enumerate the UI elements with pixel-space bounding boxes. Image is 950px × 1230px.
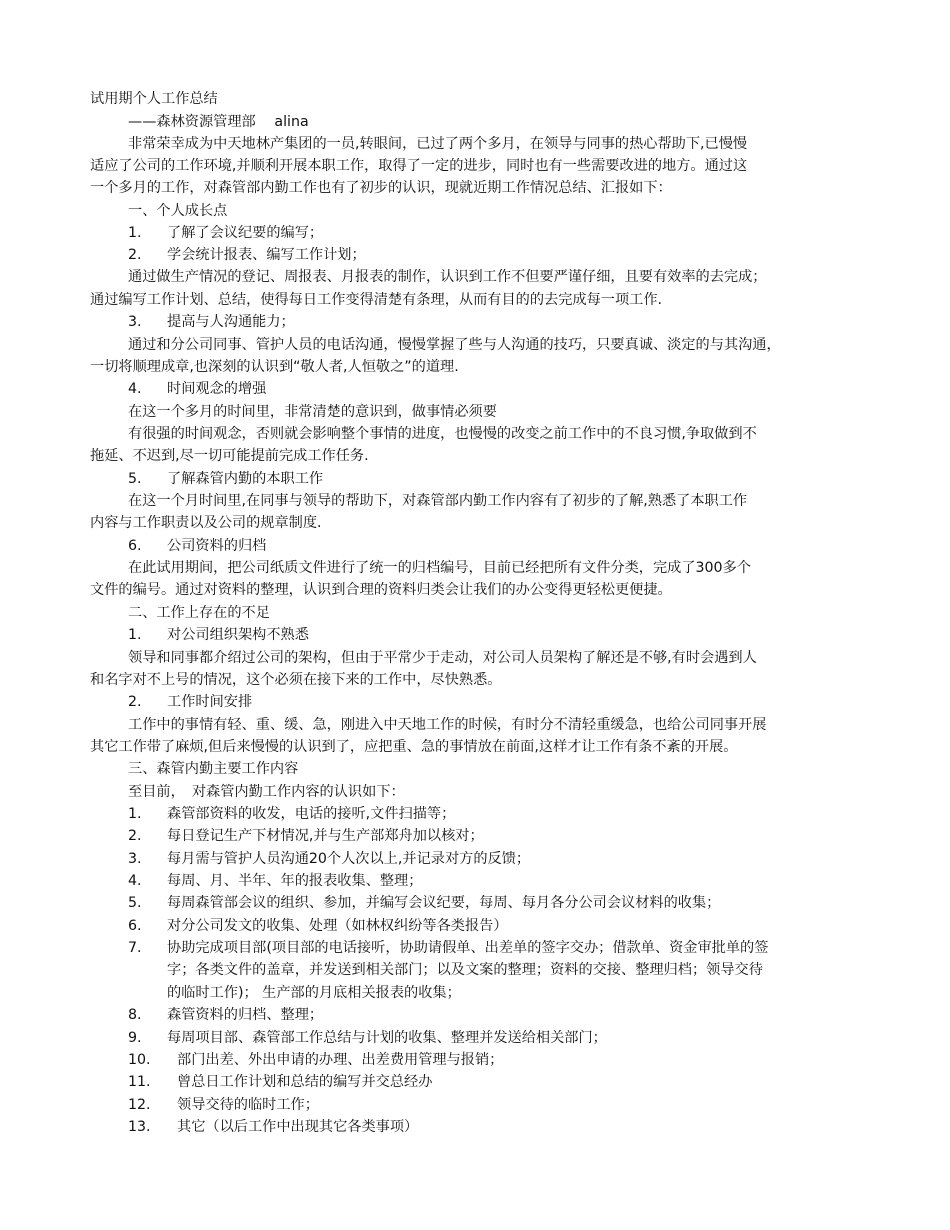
list-item-text: 了解了会议纪要的编写； [167, 225, 324, 241]
list-item-text: 对公司组织架构不熟悉 [167, 627, 309, 643]
list-item-text: 每月需与管护人员沟通20个人次以上,并记录对方的反馈； [167, 851, 531, 867]
paragraph-line: 在这一个月时间里,在同事与领导的帮助下，对森管部内勤工作内容有了初步的了解,熟悉了本职工作 [128, 493, 748, 509]
list-number: 9. [128, 1030, 142, 1046]
list-item-text: 每日登记生产下材情况,并与生产部郑舟加以核对； [167, 828, 484, 844]
list-item-text: 公司资料的归档 [167, 538, 267, 554]
list-item-text: 曾总日工作计划和总结的编写并交总经办 [177, 1074, 433, 1090]
list-item-text: 部门出差、外出申请的办理、出差费用管理与报销； [177, 1052, 504, 1068]
list-item-text: 工作时间安排 [167, 694, 253, 710]
list-number: 2. [128, 247, 142, 263]
paragraph-line: 和名字对不上号的情况，这个必须在接下来的工作中，尽快熟悉。 [90, 672, 502, 688]
list-number: 3. [128, 851, 142, 867]
paragraph-line: 通过和分公司同事、管护人员的电话沟通，慢慢掌握了些与人沟通的技巧，只要真诚、淡定的与其沟通， [128, 337, 781, 353]
list-item-text: 的临时工作)； 生产部的月底相关报表的收集； [167, 985, 461, 1001]
list-number: 8. [128, 1007, 142, 1023]
paragraph-line: 通过编写工作计划、总结，使得每日工作变得清楚有条理，从而有目的的去完成每一项工作. [90, 292, 663, 308]
list-item-text: 提高与人沟通能力； [167, 314, 295, 330]
list-item-text: 了解森管内勤的本职工作 [167, 471, 324, 487]
list-item-text: 领导交待的临时工作； [177, 1097, 319, 1113]
list-number: 10. [128, 1052, 151, 1068]
intro-line: 非常荣幸成为中天地林产集团的一员,转眼间，已过了两个多月，在领导与同事的热心帮助下,已慢慢 [128, 136, 748, 152]
list-number: 12. [128, 1097, 151, 1113]
list-number: 6. [128, 918, 142, 934]
list-item-text: 字；各类文件的盖章，并发送到相关部门；以及文案的整理；资料的交接、整理归档；领导交待 [167, 962, 763, 978]
paragraph-line: 拖延、不迟到,尽一切可能提前完成工作任务. [90, 448, 369, 464]
list-number: 2. [128, 828, 142, 844]
paragraph-line: 一切将顺理成章,也深刻的认识到“敬人者,人恒敬之”的道理. [90, 359, 459, 375]
list-number: 4. [128, 873, 142, 889]
list-number: 7. [128, 940, 142, 956]
intro-line: 一个多月的工作，对森管部内勤工作也有了初步的认识，现就近期工作情况总结、汇报如下： [90, 180, 672, 196]
list-number: 5. [128, 471, 142, 487]
list-item-text: 每周森管部会议的组织、参加，并编写会议纪要，每周、每月各分公司会议材料的收集； [167, 895, 721, 911]
list-item-text: 每周项目部、森管部工作总结与计划的收集、整理并发送给相关部门； [167, 1030, 607, 1046]
list-item-text: 森管资料的归档、整理； [167, 1007, 324, 1023]
list-number: 1. [128, 225, 142, 241]
list-number: 2. [128, 694, 142, 710]
list-number: 4. [128, 381, 142, 397]
list-item-text: 对分公司发文的收集、处理（如林权纠纷等各类报告） [167, 918, 508, 934]
section-heading: 二、工作上存在的不足 [128, 605, 270, 621]
list-number: 1. [128, 806, 142, 822]
document-title: 试用期个人工作总结 [90, 91, 218, 107]
list-number: 5. [128, 895, 142, 911]
paragraph-line: 至目前， 对森管内勤工作内容的认识如下： [128, 784, 405, 800]
paragraph-line: 在此试用期间，把公司纸质文件进行了统一的归档编号，目前已经把所有文件分类，完成了300多个 [128, 560, 751, 576]
paragraph-line: 其它工作带了麻烦,但后来慢慢的认识到了，应把重、急的事情放在前面,这样才让工作有条不紊的开展。 [90, 739, 738, 755]
list-item-text: 其它（以后工作中出现其它各类事项） [177, 1119, 419, 1135]
paragraph-line: 文件的编号。通过对资料的整理，认识到合理的资料归类会让我们的办公变得更轻松更便捷。 [90, 582, 672, 598]
paragraph-line: 在这一个多月的时间里，非常清楚的意识到，做事情必须要 [128, 404, 497, 420]
list-item-text: 协助完成项目部(项目部的电话接听，协助请假单、出差单的签字交办；借款单、资金审批单的签 [167, 940, 769, 956]
list-number: 3. [128, 314, 142, 330]
list-number: 11. [128, 1074, 151, 1090]
list-item-text: 学会统计报表、编写工作计划； [167, 247, 366, 263]
list-item-text: 时间观念的增强 [167, 381, 267, 397]
paragraph-line: 内容与工作职责以及公司的规章制度. [90, 515, 322, 531]
paragraph-line: 有很强的时间观念，否则就会影响整个事情的进度，也慢慢的改变之前工作中的不良习惯,争取做到不 [128, 426, 757, 442]
section-heading: 一、个人成长点 [128, 203, 228, 219]
intro-line: 适应了公司的工作环境,并顺利开展本职工作，取得了一定的进步，同时也有一些需要改进的地方。通过这 [90, 158, 748, 174]
list-number: 13. [128, 1119, 151, 1135]
list-number: 1. [128, 627, 142, 643]
list-item-text: 每周、月、半年、年的报表收集、整理； [167, 873, 423, 889]
paragraph-line: 领导和同事都介绍过公司的架构，但由于平常少于走动，对公司人员架构了解还是不够,有时会遇到人 [128, 650, 757, 666]
paragraph-line: 工作中的事情有轻、重、缓、急，刚进入中天地工作的时候，有时分不清轻重缓急，也给公司同事开展 [128, 717, 767, 733]
document-byline: ——森林资源管理部 alina [128, 114, 309, 130]
list-item-text: 森管部资料的收发，电话的接听,文件扫描等； [167, 806, 456, 822]
section-heading: 三、森管内勤主要工作内容 [128, 761, 299, 777]
list-number: 6. [128, 538, 142, 554]
paragraph-line: 通过做生产情况的登记、周报表、月报表的制作，认识到工作不但要严谨仔细，且要有效率的去完成； [128, 269, 767, 285]
